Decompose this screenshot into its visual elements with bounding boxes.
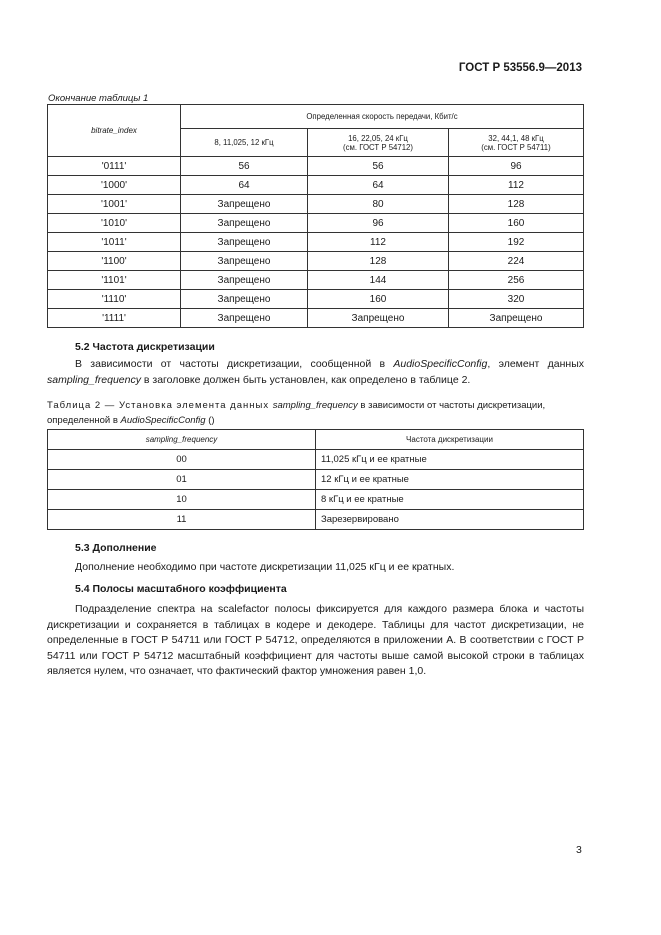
table-cell: 112 — [308, 233, 449, 252]
table-cell: '1110' — [48, 290, 181, 309]
table-cell: Запрещено — [181, 214, 308, 233]
table-cell: 80 — [308, 195, 449, 214]
table-cell: 01 — [48, 470, 316, 490]
section-5-4-text: Подразделение спектра на scalefactor полосы фиксируется для каждого размера блока и частоты дискретизации и сохраняется в таблицах в кодере и декодере. Таблицы для частот дискретизации, не определенные в ГОСТ Р 54711 или ГОСТ Р 54712, определяются в приложении А. В соответствии с ГОСТ Р 54711 или ГОСТ Р 54712 масштабный коэффициент для частоты выше самой высокой строки в таблицах является нулем, что означает, что фактический фактор умножения равен 1,0. — [47, 603, 584, 677]
table-cell: 112 — [449, 176, 584, 195]
document-header: ГОСТ Р 53556.9—2013 — [458, 62, 582, 74]
table-cell: 56 — [308, 157, 449, 176]
table-row — [48, 470, 584, 490]
section-5-2-title: 5.2 Частота дискретизации — [75, 341, 215, 353]
table-cell: 144 — [308, 271, 449, 290]
section-5-2-text: В зависимости от частоты дискретизации, сообщенной в AudioSpecificConfig, элемент данных sampling_frequency в заголовке должен быть установлен, как определено в таблице 2. — [47, 358, 584, 386]
bitrate-table — [47, 104, 584, 328]
table-row — [48, 252, 584, 271]
table-cell: Запрещено — [181, 271, 308, 290]
table-cell: Запрещено — [181, 290, 308, 309]
table-row — [48, 510, 584, 530]
table-cell: '1001' — [48, 195, 181, 214]
table-row — [48, 490, 584, 510]
table-cell: '1010' — [48, 214, 181, 233]
table-cell: '1000' — [48, 176, 181, 195]
table-cell: 96 — [308, 214, 449, 233]
table-cell: 10 — [48, 490, 316, 510]
table-cell: 64 — [308, 176, 449, 195]
table-cell: 192 — [449, 233, 584, 252]
table-cell: Запрещено — [181, 195, 308, 214]
table-cell: '1011' — [48, 233, 181, 252]
table-cell: Запрещено — [181, 233, 308, 252]
subheader-high: 32, 44,1, 48 кГц (см. ГОСТ Р 54711) — [449, 129, 584, 157]
table-cell: 128 — [449, 195, 584, 214]
table1-caption: Окончание таблицы 1 — [48, 93, 149, 104]
table-row — [48, 214, 584, 233]
table-row — [48, 233, 584, 252]
table-cell: '1101' — [48, 271, 181, 290]
table-cell: '1100' — [48, 252, 181, 271]
table-row — [48, 176, 584, 195]
bitrate-index-header: bitrate_index — [48, 105, 181, 157]
sampling-frequency-table — [47, 429, 584, 530]
table-cell: 00 — [48, 450, 316, 470]
table-row — [48, 157, 584, 176]
table-cell: '0111' — [48, 157, 181, 176]
table-cell: 64 — [181, 176, 308, 195]
table-cell: 256 — [449, 271, 584, 290]
page-number: 3 — [576, 844, 582, 856]
table-row — [48, 195, 584, 214]
bitrate-group-header: Определенная скорость передачи, Кбит/с — [181, 105, 584, 129]
sf-header-code: sampling_frequency — [48, 430, 316, 450]
table-row — [48, 450, 584, 470]
table-cell: 11,025 кГц и ее кратные — [316, 450, 584, 470]
section-5-4-title: 5.4 Полосы масштабного коэффициента — [75, 583, 287, 595]
table-row — [48, 290, 584, 309]
table-cell: Запрещено — [308, 309, 449, 328]
table-cell: Зарезервировано — [316, 510, 584, 530]
table-cell: 160 — [308, 290, 449, 309]
table-cell: '1111' — [48, 309, 181, 328]
table-cell: 320 — [449, 290, 584, 309]
table2-caption: Таблица 2 — Установка элемента данных sampling_frequency в зависимости от частоты дискретизации, определенной в AudioSpecificConfig () — [47, 400, 546, 426]
table-cell: 224 — [449, 252, 584, 271]
table-cell: 160 — [449, 214, 584, 233]
table-row — [48, 271, 584, 290]
sf-header-frequency: Частота дискретизации — [316, 430, 584, 450]
table-cell: 128 — [308, 252, 449, 271]
table-cell: 96 — [449, 157, 584, 176]
table-row — [48, 309, 584, 328]
subheader-mid: 16, 22,05, 24 кГц (см. ГОСТ Р 54712) — [308, 129, 449, 157]
table-cell: Запрещено — [181, 309, 308, 328]
table-cell: Запрещено — [449, 309, 584, 328]
section-5-3-text: Дополнение необходимо при частоте дискретизации 11,025 кГц и ее кратных. — [75, 561, 455, 573]
subheader-low: 8, 11,025, 12 кГц — [181, 129, 308, 157]
table-cell: Запрещено — [181, 252, 308, 271]
table-cell: 11 — [48, 510, 316, 530]
table-cell: 8 кГц и ее кратные — [316, 490, 584, 510]
section-5-3-title: 5.3 Дополнение — [75, 542, 157, 554]
table-cell: 56 — [181, 157, 308, 176]
table-cell: 12 кГц и ее кратные — [316, 470, 584, 490]
